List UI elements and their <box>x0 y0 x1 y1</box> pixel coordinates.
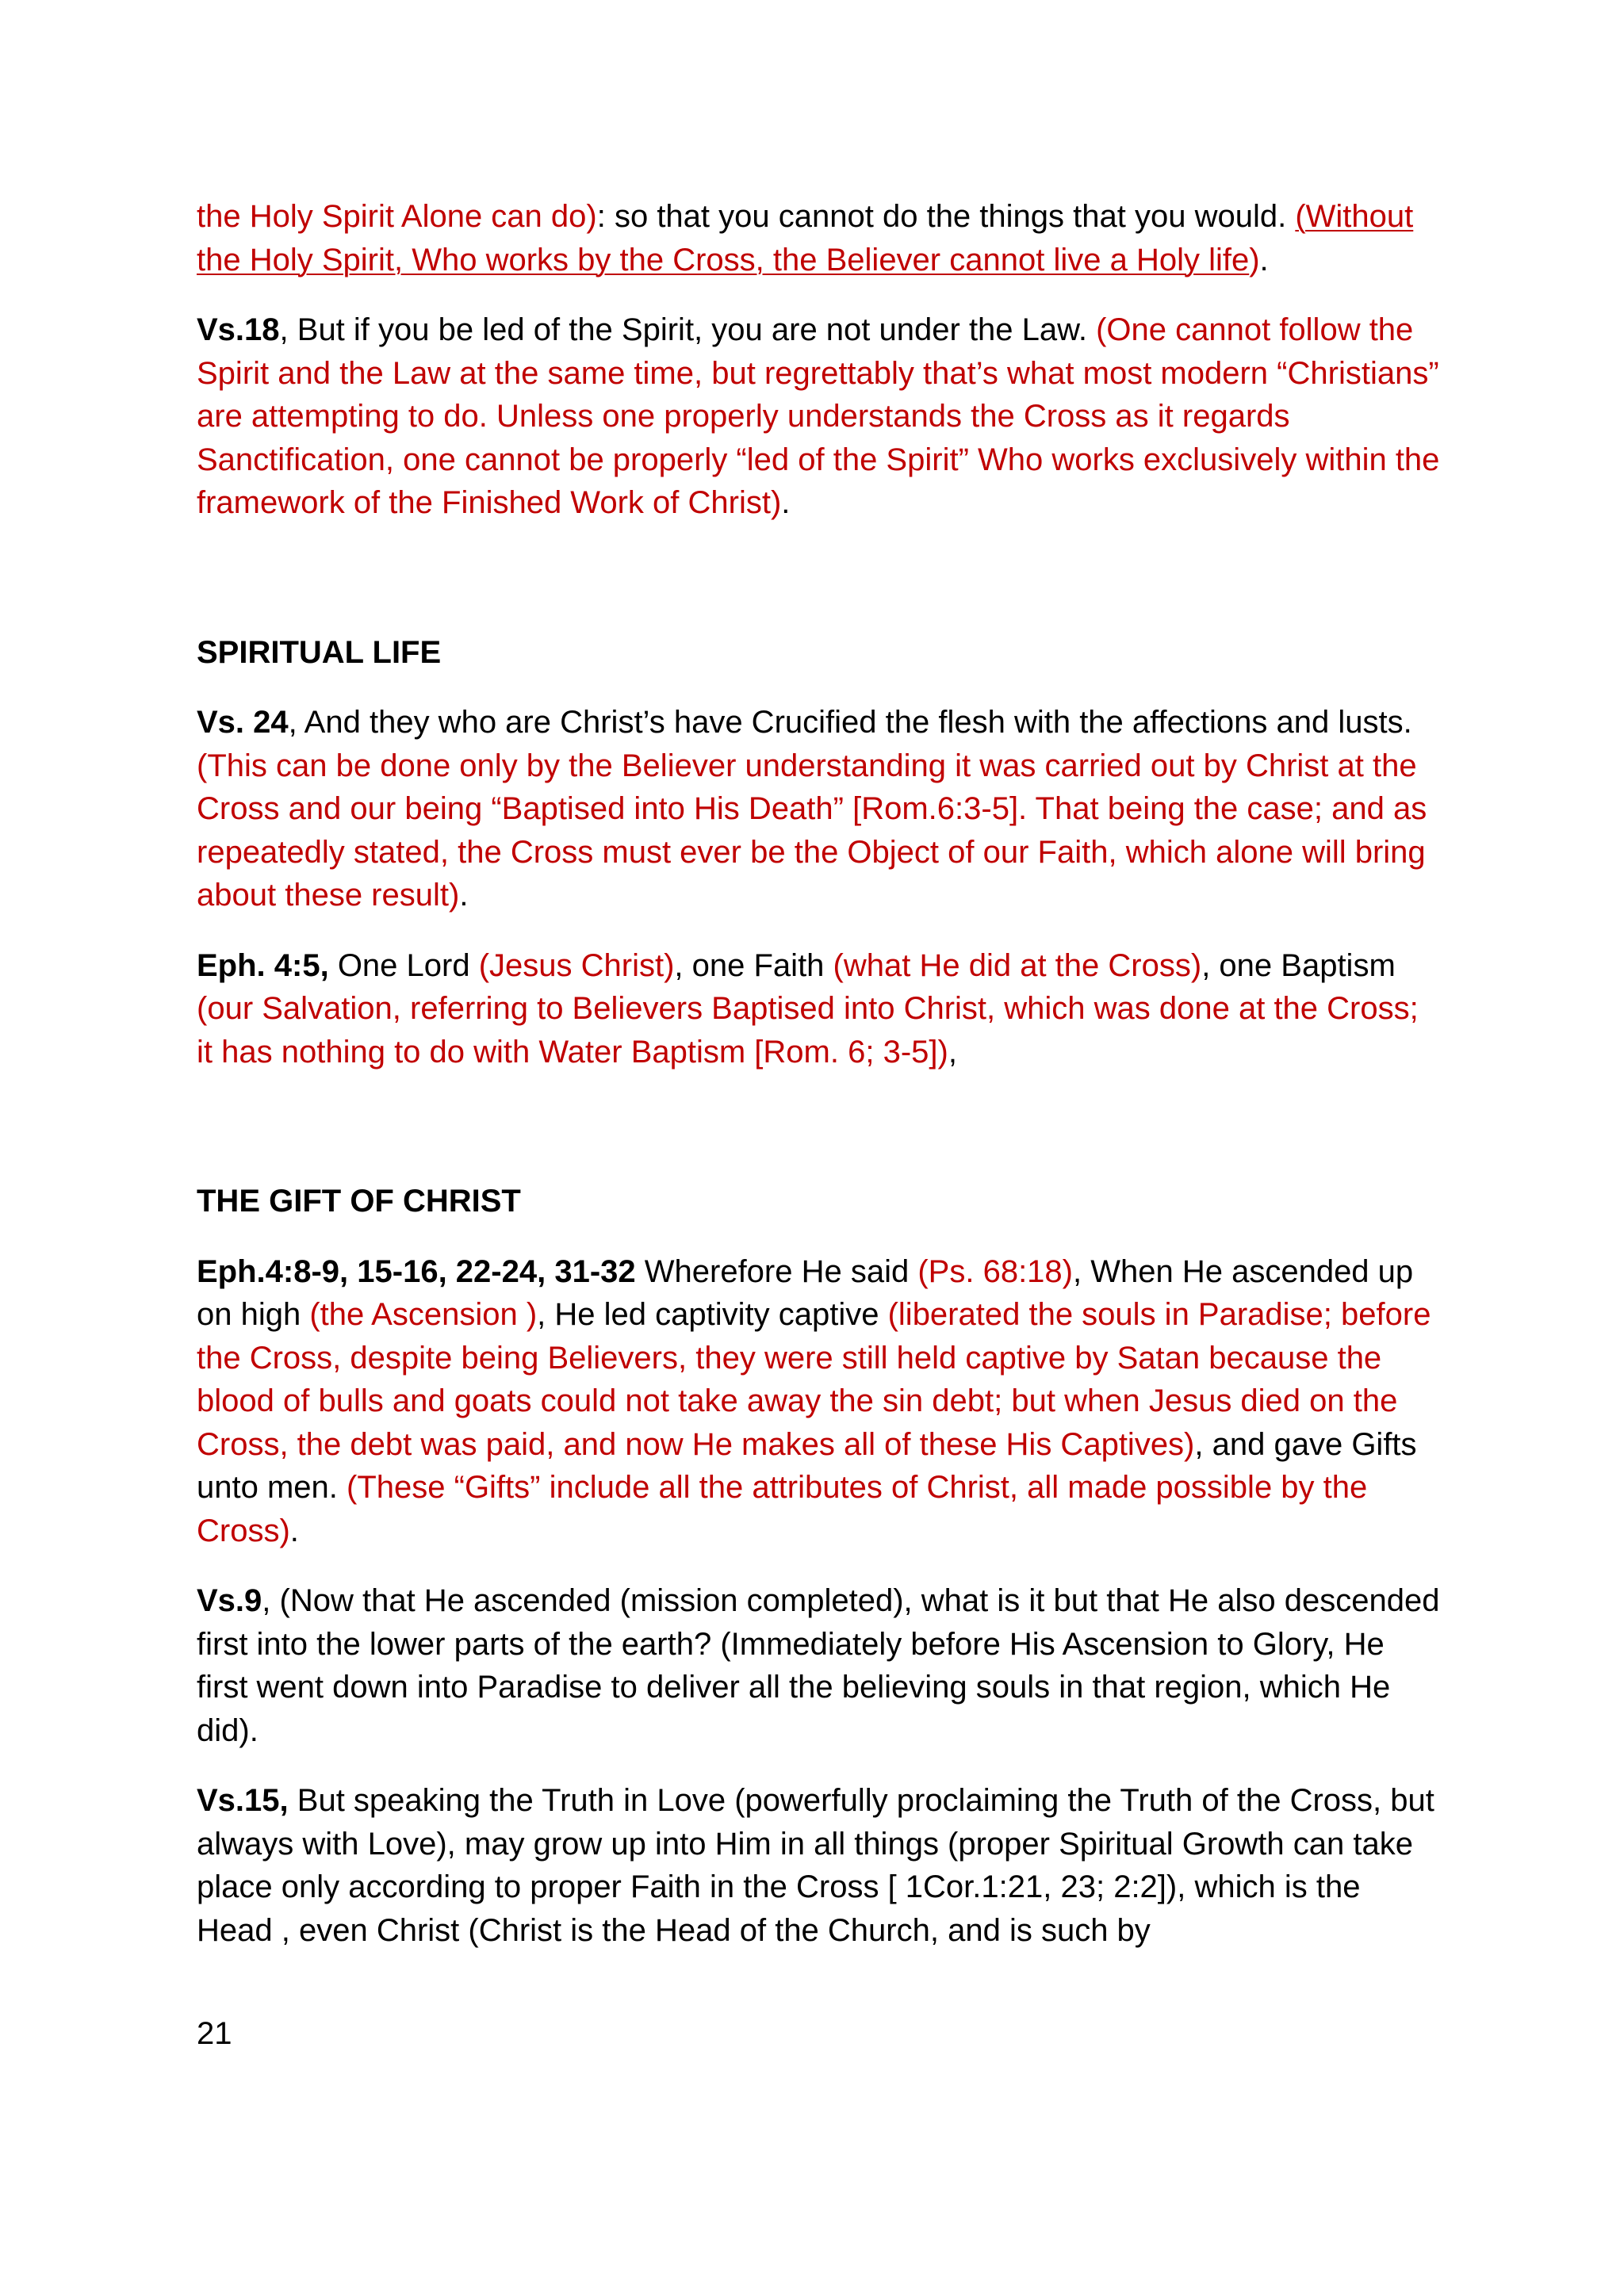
scripture-text: . <box>289 1513 299 1548</box>
scripture-text: One Lord <box>328 947 479 983</box>
paragraph-verse-18 <box>197 308 1442 525</box>
commentary-text: the Holy Spirit Alone can do) <box>197 199 597 234</box>
scripture-text: , (Now that He ascended (mission completed), what is it but that He also descended first into the lower parts of the earth? (Immediately before His Ascension to Glory, He first went down into Paradise to deliver all the believing souls in that region, which He did). <box>197 1583 1440 1748</box>
scripture-text: . <box>459 878 469 913</box>
commentary-text: ) <box>1249 242 1260 277</box>
scripture-text: . <box>781 485 791 520</box>
scripture-text: , But if you be led of the Spirit, you are not under the Law. <box>279 312 1097 347</box>
scripture-text: , <box>948 1034 957 1070</box>
section-heading-gift-of-christ: THE GIFT OF CHRIST <box>197 1184 521 1219</box>
section-spacer <box>197 552 1442 631</box>
commentary-text: (what He did at the Cross) <box>833 947 1202 983</box>
commentary-text: (the Ascension ) <box>309 1297 538 1332</box>
commentary-text: (One cannot follow the Spirit and the Law at the same time, but regrettably that’s what most modern “Christians” are attempting to do. Unless one properly understands the Cross as it regards Sanctification, one cannot be properly “led of the Spirit” Who works exclusively within the framework of the Finished Work of Christ) <box>197 312 1440 520</box>
paragraph-ephesians-4-5 <box>197 944 1442 1074</box>
section-heading-spiritual-life: SPIRITUAL LIFE <box>197 634 442 670</box>
scripture-text: , and gave Gifts unto men. <box>197 1426 1417 1505</box>
scripture-text: , one Faith <box>674 947 833 983</box>
verse-reference: Eph. 4:5, <box>197 947 329 983</box>
verse-reference: Vs.9 <box>197 1583 262 1618</box>
paragraph-verse-24 <box>197 701 1442 917</box>
scripture-text: Wherefore He said <box>635 1253 918 1289</box>
commentary-text: (Ps. 68:18) <box>917 1253 1073 1289</box>
paragraph-verse-9 <box>197 1579 1442 1752</box>
scripture-text: : so that you cannot do the things that you would. <box>596 199 1296 234</box>
scripture-text: But speaking the Truth in Love (powerfully proclaiming the Truth of the Cross, but always with Love), may grow up into Him in all things (proper Spiritual Growth can take place only according to proper Faith in the Cross [ 1Cor.1:21, 23; 2:2]), which is the Head , even Christ (Christ is the Head of the Church, and is such by <box>197 1783 1434 1948</box>
page-number: 21 <box>197 2016 232 2051</box>
verse-reference: Vs.18 <box>197 312 280 347</box>
paragraph-ephesians-4-8 <box>197 1250 1442 1553</box>
scripture-text: , And they who are Christ’s have Crucified the flesh with the affections and lusts. <box>288 705 1412 740</box>
verse-reference: Vs. 24 <box>197 705 289 740</box>
verse-reference: Eph.4:8-9, 15-16, 22-24, 31-32 <box>197 1253 636 1289</box>
scripture-text: , one Baptism <box>1201 947 1396 983</box>
paragraph-verse-15 <box>197 1779 1442 1952</box>
page-body <box>197 195 1442 1979</box>
commentary-text: (Jesus Christ) <box>478 947 675 983</box>
scripture-text: , He led captivity captive <box>537 1297 888 1332</box>
scripture-text: , When He ascended up on high <box>197 1253 1414 1332</box>
section-spacer <box>197 1100 1442 1180</box>
commentary-text: (This can be done only by the Believer understanding it was carried out by Christ at the Cross and our being “Baptised into His Death” [Rom.6:3-5]. That being the case; and as repeatedly stated, the Cross must ever be the Object of our Faith, which alone will bring about these result) <box>197 748 1427 913</box>
commentary-text: (These “Gifts” include all the attributes of Christ, all made possible by the Cross) <box>197 1470 1368 1548</box>
paragraph-galatians-5-17-continued <box>197 195 1442 281</box>
scripture-text: . <box>1259 242 1269 277</box>
verse-reference: Vs.15, <box>197 1783 289 1818</box>
commentary-text: (liberated the souls in Paradise; before the Cross, despite being Believers, they were still held captive by Satan because the blood of bulls and goats could not take away the sin debt; but when Jesus died on the Cross, the debt was paid, and now He makes all of these His Captives) <box>197 1297 1431 1462</box>
commentary-text: (our Salvation, referring to Believers Baptised into Christ, which was done at the Cross; it has nothing to do with Water Baptism [Rom. 6; 3-5]) <box>197 991 1419 1070</box>
underlined-commentary-text: (Without the Holy Spirit, Who works by the Cross, the Believer cannot live a Holy life <box>197 199 1414 277</box>
